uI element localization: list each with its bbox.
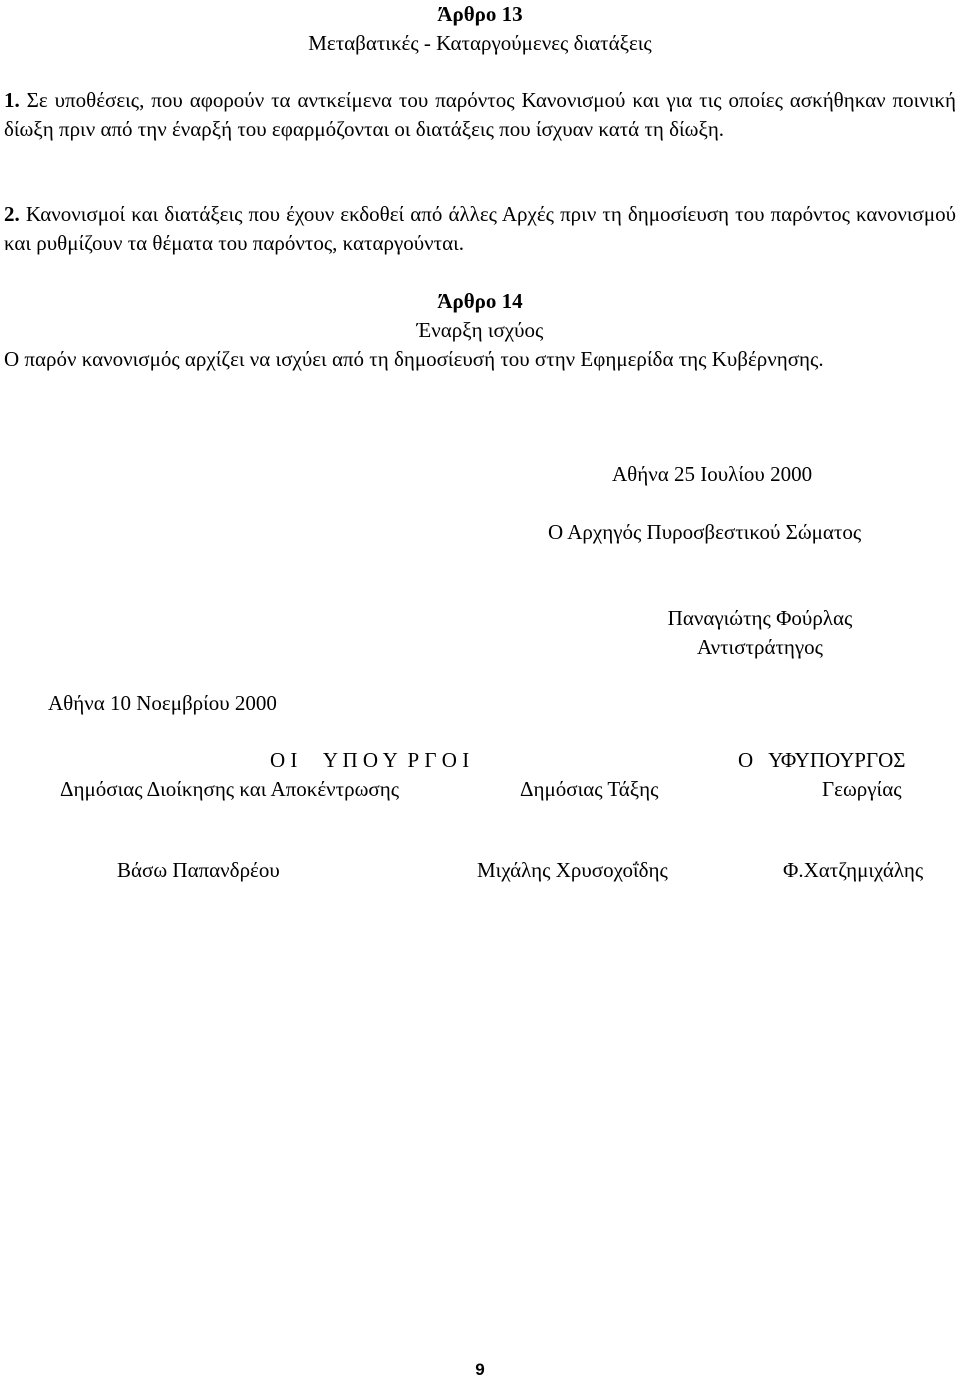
- paragraph-text: Κανονισμοί και διατάξεις που έχουν εκδοθεί από άλλες Αρχές πριν τη δημοσίευση του παρόντος κανονισμού και ρυθμίζουν τα θέματα του παρόντος, καταργούνται.: [4, 202, 956, 255]
- paragraph-number: 1.: [4, 88, 20, 112]
- article-13-paragraph-1: [4, 86, 956, 144]
- ministry-agriculture: Γεωργίας: [822, 777, 902, 801]
- signoff-role: Ο Αρχηγός Πυροσβεστικού Σώματος: [548, 520, 862, 544]
- article-14-subtitle: Έναρξη ισχύος: [416, 318, 544, 342]
- article-13-heading: Άρθρο 13: [437, 2, 523, 26]
- article-13-subtitle: Μεταβατικές - Καταργούμενες διατάξεις: [308, 31, 652, 55]
- paragraph-text: Σε υποθέσεις, που αφορούν τα αντκείμενα του παρόντος Κανονισμού και για τις οποίες ασκήθηκαν ποινική δίωξη πριν από την έναρξή του εφαρμόζονται οι διατάξεις που ίσχυαν κατά τη δίωξη.: [4, 88, 956, 141]
- ministers-label: Ο Ι Υ Π Ο Υ Ρ Γ Ο Ι: [270, 748, 470, 772]
- signer-papandreou: Βάσω Παπανδρέου: [117, 858, 280, 882]
- signoff-rank: Αντιστράτηγος: [697, 635, 823, 659]
- ministers-place-date: Αθήνα 10 Νοεμβρίου 2000: [48, 691, 277, 715]
- signoff-name: Παναγιώτης Φούρλας: [667, 606, 853, 630]
- deputy-minister-label: Ο ΥΦΥΠΟΥΡΓΟΣ: [738, 748, 906, 772]
- ministry-public-order: Δημόσιας Τάξης: [520, 777, 659, 801]
- signer-chrysochoidis: Μιχάλης Χρυσοχοΐδης: [477, 858, 668, 882]
- paragraph-number: 2.: [4, 202, 20, 226]
- signer-chatzimichalis: Φ.Χατζημιχάλης: [783, 858, 924, 882]
- signoff-place-date: Αθήνα 25 Ιουλίου 2000: [612, 462, 813, 486]
- article-14-heading: Άρθρο 14: [437, 289, 523, 313]
- page-number: 9: [475, 1360, 485, 1379]
- article-14-paragraph: Ο παρόν κανονισμός αρχίζει να ισχύει από τη δημοσίευσή του στην Εφημερίδα της Κυβέρνησης.: [4, 347, 824, 371]
- ministry-public-administration: Δημόσιας Διοίκησης και Αποκέντρωσης: [60, 777, 400, 801]
- article-13-paragraph-2: [4, 200, 956, 258]
